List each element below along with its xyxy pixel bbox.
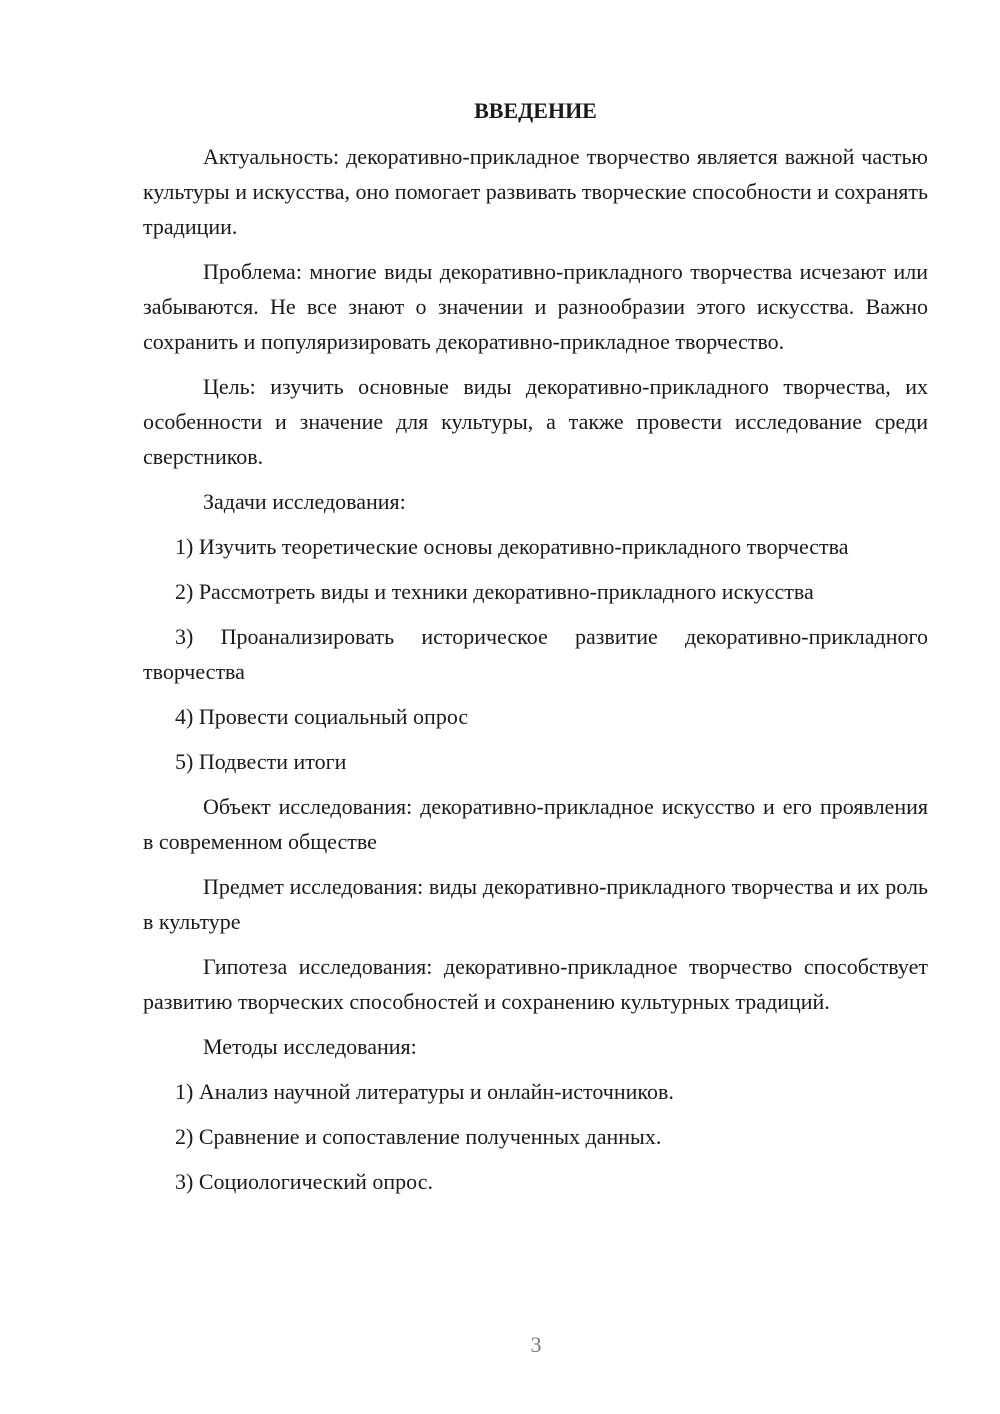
- section-title: ВВЕДЕНИЕ: [474, 98, 597, 123]
- task-item: 3) Проанализировать историческое развитие декоративно-прикладного творчества: [143, 624, 928, 684]
- methods-heading: Методы исследования:: [203, 1034, 417, 1059]
- page-content: [143, 93, 928, 1209]
- page-number: 3: [530, 1332, 542, 1357]
- method-item: 2) Сравнение и сопоставление полученных данных.: [175, 1124, 662, 1149]
- relevance-paragraph: Актуальность: декоративно-прикладное творчество является важной частью культуры и искусства, оно помогает развивать творческие способности и сохранять традиции.: [143, 144, 928, 239]
- subject-paragraph: Предмет исследования: виды декоративно-прикладного творчества и их роль в культуре: [143, 874, 928, 934]
- hypothesis-paragraph: Гипотеза исследования: декоративно-прикладное творчество способствует развитию творческих способностей и сохранению культурных традиций.: [143, 954, 928, 1014]
- object-paragraph: Объект исследования: декоративно-прикладное искусство и его проявления в современном обществе: [143, 794, 928, 854]
- goal-paragraph: Цель: изучить основные виды декоративно-прикладного творчества, их особенности и значение для культуры, а также провести исследование среди сверстников.: [143, 374, 928, 469]
- method-item: 3) Социологический опрос.: [175, 1169, 433, 1194]
- tasks-heading: Задачи исследования:: [203, 489, 406, 514]
- task-item: 5) Подвести итоги: [175, 749, 347, 774]
- task-item: 1) Изучить теоретические основы декоративно-прикладного творчества: [175, 534, 849, 559]
- task-item: 2) Рассмотреть виды и техники декоративно-прикладного искусства: [175, 579, 814, 604]
- problem-paragraph: Проблема: многие виды декоративно-прикладного творчества исчезают или забываются. Не все знают о значении и разнообразии этого искусства. Важно сохранить и популяризировать декоративно-прикладное творчество.: [143, 259, 928, 354]
- method-item: 1) Анализ научной литературы и онлайн-источников.: [175, 1079, 674, 1104]
- task-item: 4) Провести социальный опрос: [175, 704, 469, 729]
